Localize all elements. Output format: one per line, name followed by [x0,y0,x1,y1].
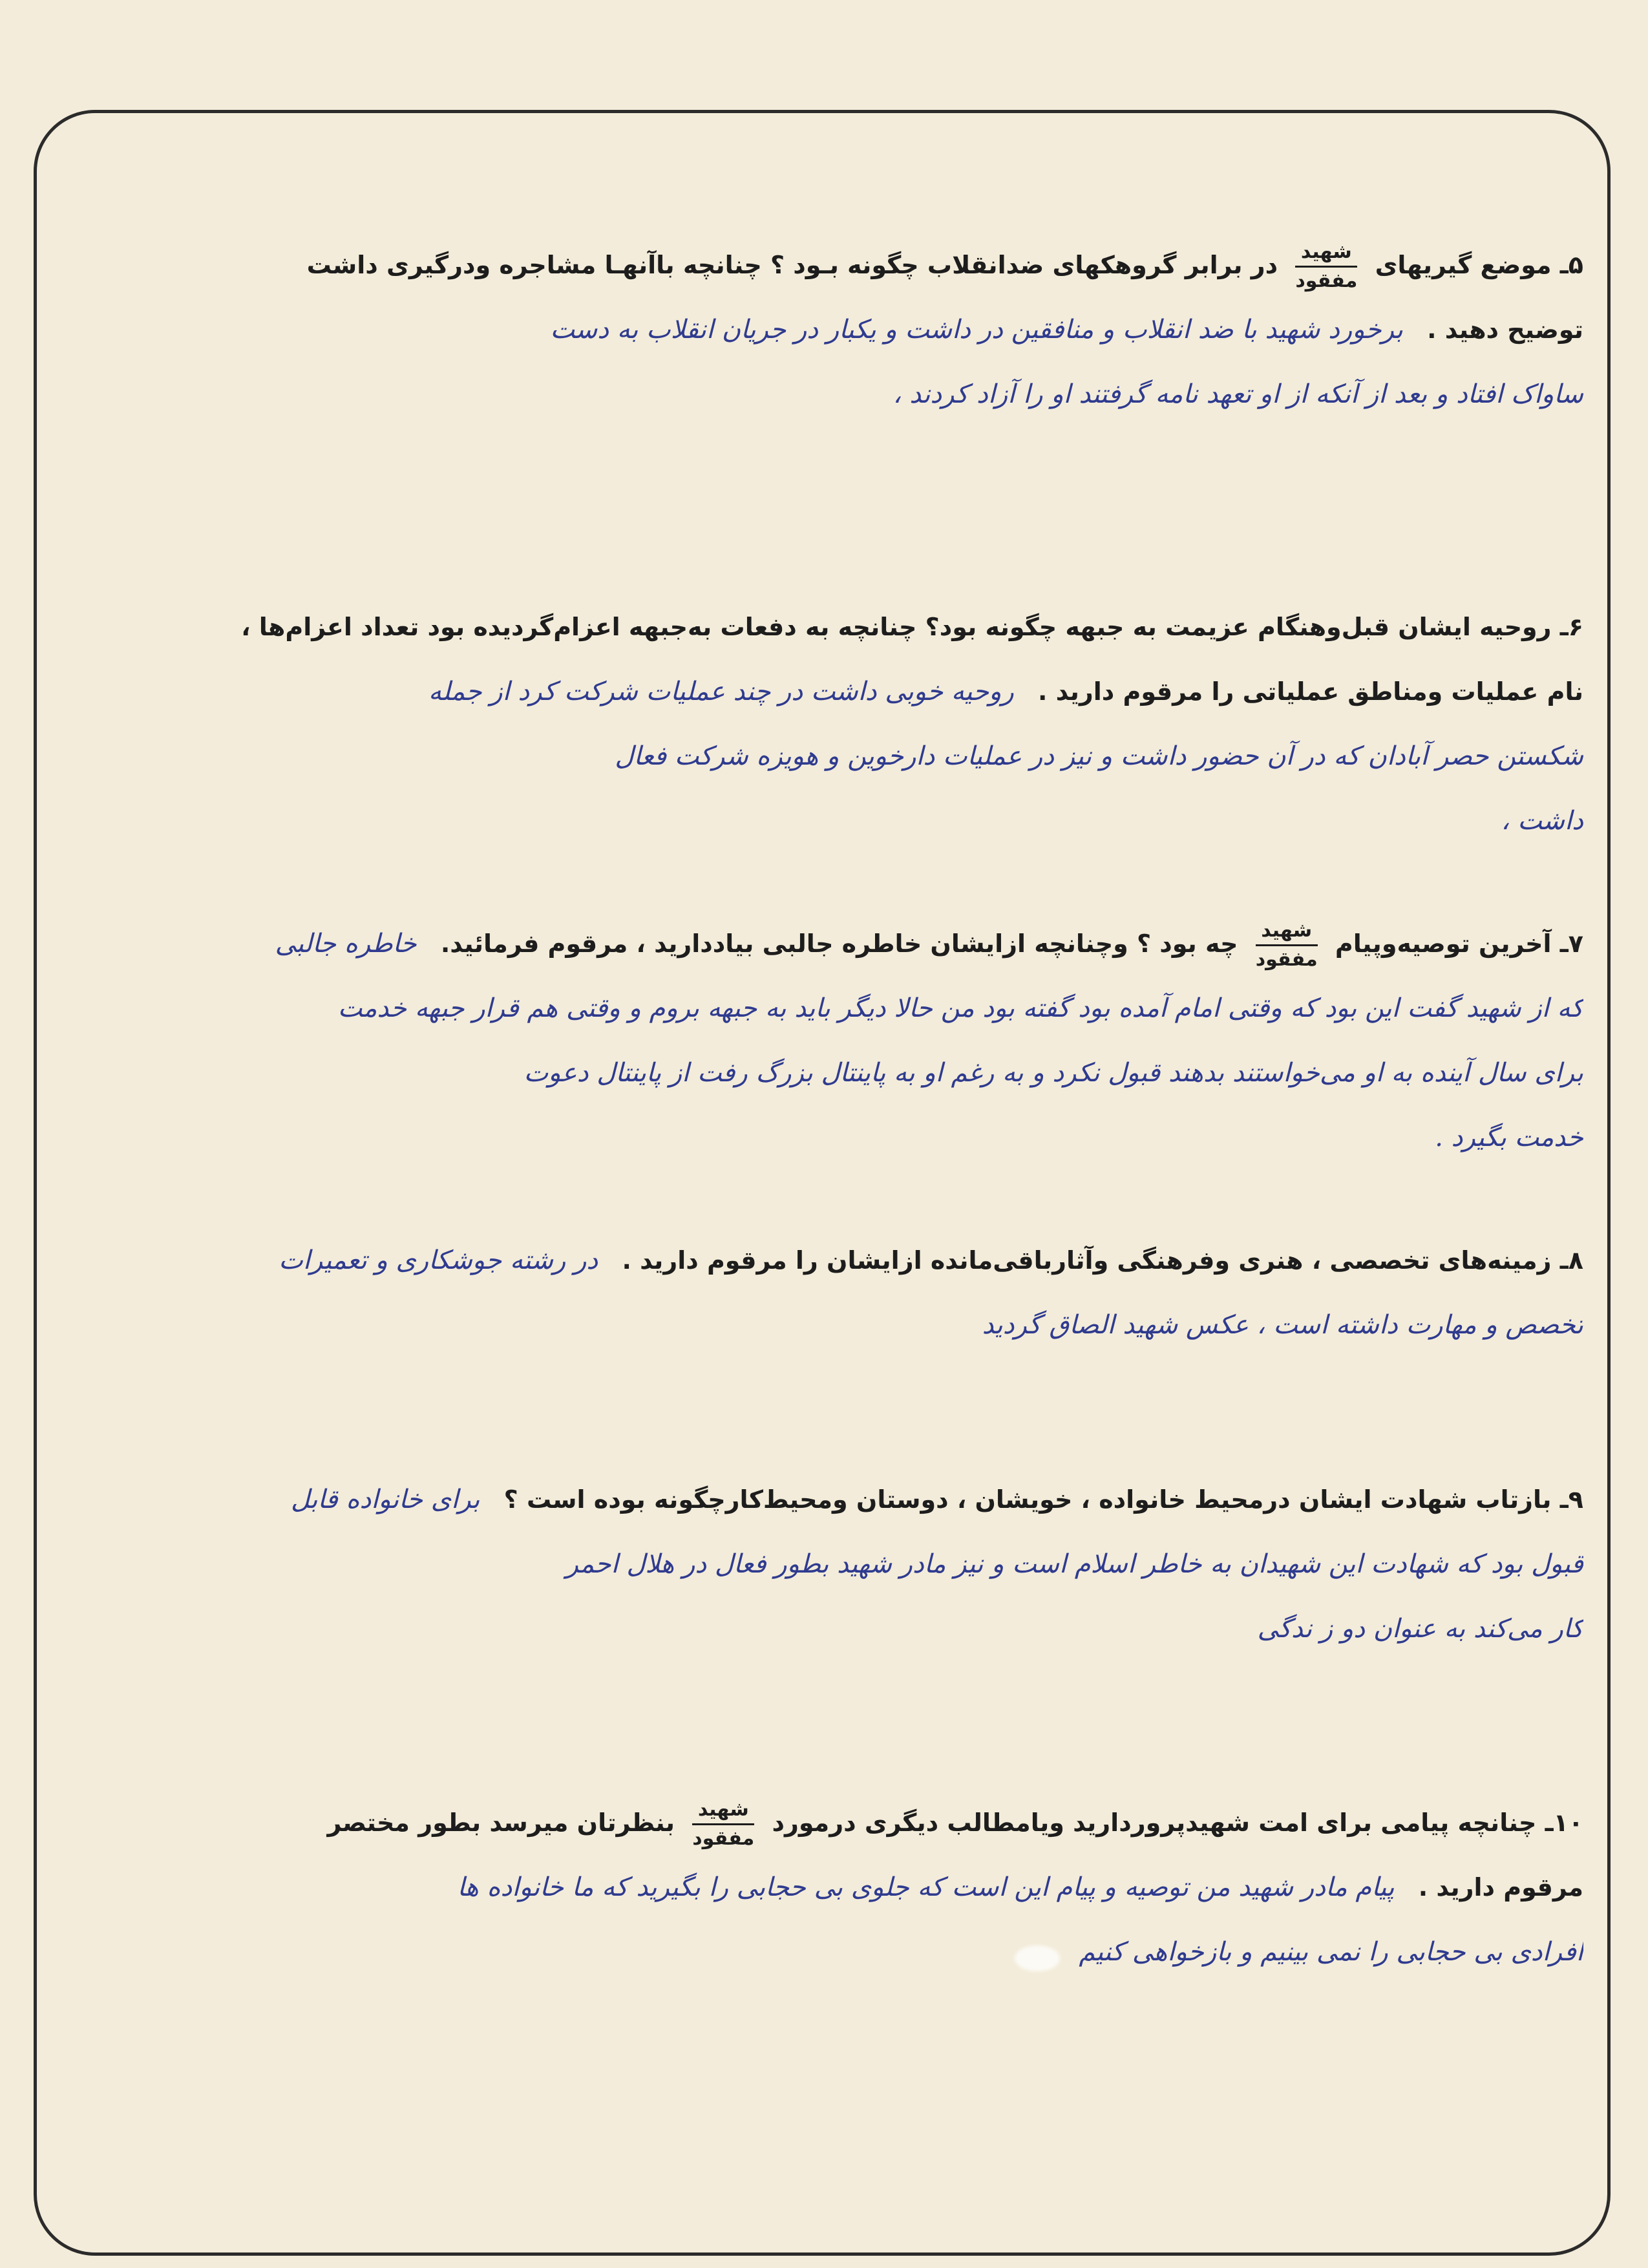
handwritten-answer: برخورد شهید با ضد انقلاب و منافقین در داشت و یکبار در جریان انقلاب به دست [550,315,1403,344]
question-6-line-1 [97,595,1583,659]
question-text: موضع گیریهای [1375,251,1552,279]
question-5 [97,233,1583,427]
question-text: توضیح دهید . [1427,315,1583,344]
handwritten-answer: پیام مادر شهید من توصیه و پیام این است که جلوی بی حجابی را بگیرید که ما خانواده ها [457,1872,1395,1902]
question-text: نام عملیات ومناطق عملیاتی را مرقوم دارید . [1038,677,1583,706]
question-7 [97,911,1583,1170]
question-8 [97,1228,1583,1357]
handwritten-answer: افرادی بی حجابی را نمی بینیم و بازخواهی کنیم [1079,1937,1583,1967]
question-10-line-2 [97,1855,1583,1920]
question-8-line-1 [97,1228,1583,1293]
question-number: ۷ـ [1559,929,1583,958]
handwritten-answer: داشت ، [1501,806,1583,836]
handwritten-answer: خاطره جالبی [275,929,417,959]
fraction-bottom: مفقود [1255,948,1318,971]
correction-fluid-mark [1015,1945,1060,1971]
handwritten-answer: قبول بود که شهادت این شهیدان به خاطر اسلام است و نیز مادر شهید بطور فعال در هلال احمر [565,1549,1583,1579]
fraction-bottom: مفقود [1295,270,1358,292]
martyr-missing-fraction [1256,917,1318,973]
question-text: در برابر گروهکهای ضدانقلاب چگونه بـود ؟ چنانچه باآنهـا مشاجره ودرگیری داشت [306,251,1278,279]
handwritten-answer: روحیه خوبی داشت در چند عملیات شرکت کرد از جمله [428,677,1014,706]
handwritten-answer: کار می‌کند به عنوان دو ز ندگی [1257,1614,1583,1644]
question-9-line-1 [97,1467,1583,1532]
fraction-top: شهید [1295,238,1357,268]
handwritten-answer: که از شهید گفت این بود که وقتی امام آمده بود گفته بود من حالا دیگر باید به جبهه بروم و وقتی هم قرار جبهه خدمت [337,993,1583,1023]
question-text: بنظرتان میرسد بطور مختصر [327,1808,675,1837]
question-number: ۵ـ [1559,251,1583,279]
question-number: ۸ـ [1559,1246,1583,1275]
question-9 [97,1467,1583,1661]
fraction-top: شهید [692,1796,754,1825]
handwritten-answer: ساواک افتاد و بعد از آنکه از او تعهد نامه گرفتند او را آزاد کردند ، [893,379,1583,409]
martyr-missing-fraction [1295,238,1357,295]
question-number: ۱۰ـ [1545,1808,1583,1837]
fraction-top: شهید [1256,917,1318,946]
question-number: ۶ـ [1559,613,1583,641]
question-6 [97,595,1583,853]
question-text: چه بود ؟ وچنانچه ازایشان خاطره جالبی بیاددارید ، مرقوم فرمائید. [440,929,1238,958]
question-text: چنانچه پیامی برای امت شهیدپروردارید ویامطالب دیگری درمورد [772,1808,1537,1837]
question-10-line-1 [97,1790,1583,1855]
handwritten-answer: تخصص و مهارت داشته است ، عکس شهید الصاق گردید [982,1310,1583,1340]
question-5-line-1 [97,233,1583,297]
fraction-bottom: مفقود [692,1827,755,1850]
handwritten-answer: شکستن حصر آبادان که در آن حضور داشت و نیز در عملیات دارخوین و هویزه شرکت فعال [615,741,1583,771]
handwritten-answer: برای خانواده قابل [291,1485,480,1514]
question-5-line-2 [97,297,1583,362]
handwritten-answer: خدمت بگیرد . [1435,1123,1583,1152]
handwritten-answer: برای سال آینده به او می‌خواستند بدهند قبول نکرد و به رغم او به پاینتال بزرگ رفت از پاینتال دعوت [523,1058,1583,1088]
question-6-line-2 [97,659,1583,724]
question-number: ۹ـ [1559,1485,1583,1514]
question-text: آخرین توصیه‌وپیام [1335,929,1552,958]
question-text: بازتاب شهادت ایشان درمحیط خانواده ، خویشان ، دوستان ومحیط‌کارچگونه بوده است ؟ [503,1485,1552,1514]
question-text: زمینه‌های تخصصی ، هنری وفرهنگی وآثارباقی‌مانده ازایشان را مرقوم دارید . [622,1246,1552,1275]
question-text: روحیه ایشان قبل‌وهنگام عزیمت به جبهه چگونه بود؟ چنانچه به دفعات به‌جبهه اعزام‌گردیده بود تعداد اعزام‌ها ، [241,613,1552,641]
martyr-missing-fraction [692,1796,754,1852]
question-7-line-1 [97,911,1583,976]
handwritten-answer: در رشته جوشکاری و تعمیرات [279,1245,598,1275]
question-text: مرقوم دارید . [1418,1873,1583,1902]
question-10 [97,1790,1583,1984]
